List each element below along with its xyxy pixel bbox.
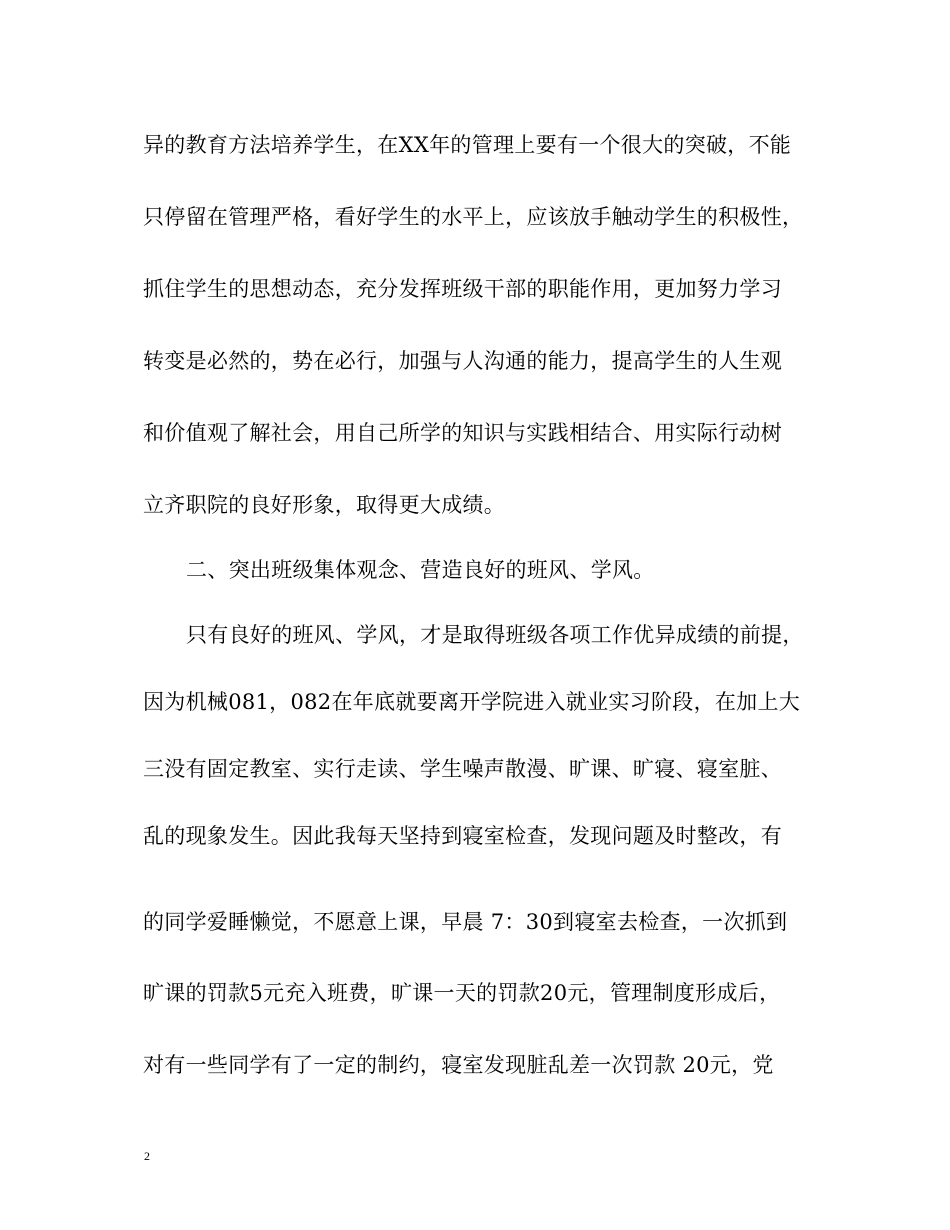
body-text-line: 对有一些同学有了一定的制约，寝室发现脏乱差一次罚款 20元，党 [143,1053,774,1077]
body-text-line: 和价值观了解社会，用自己所学的知识与实践相结合、用实际行动树 [143,421,782,445]
body-text-line: 的同学爱睡懒觉，不愿意上课，早晨 7：30到寝室去检查，一次抓到 [143,910,788,934]
body-text-line: 乱的现象发生。因此我每天坚持到寝室检查，发现问题及时整改，有 [143,824,782,848]
body-text-line: 异的教育方法培养学生，在XX年的管理上要有一个很大的突破，不能 [143,133,792,157]
body-text-line: 三没有固定教室、实行走读、学生噪声散漫、旷课、旷寝、寝室脏、 [143,757,782,781]
body-text-line: 只停留在管理严格，看好学生的水平上，应该放手触动学生的积极性， [143,205,804,229]
paragraph-first-line: 只有良好的班风、学风，才是取得班级各项工作优异成绩的前提， [186,623,804,647]
body-text-line: 转变是必然的，势在必行，加强与人沟通的能力，提高学生的人生观 [143,349,782,373]
page-number: 2 [144,1149,150,1163]
section-heading: 二、突出班级集体观念、营造良好的班风、学风。 [186,558,655,582]
body-text-line: 立齐职院的良好形象，取得更大成绩。 [143,493,506,517]
body-text-line: 因为机械081，082在年底就要离开学院进入就业实习阶段，在加上大 [143,690,801,714]
body-text-line: 抓住学生的思想动态，充分发挥班级干部的职能作用，更加努力学习 [143,277,782,301]
body-text-line: 旷课的罚款5元充入班费，旷课一天的罚款20元，管理制度形成后， [143,981,781,1005]
